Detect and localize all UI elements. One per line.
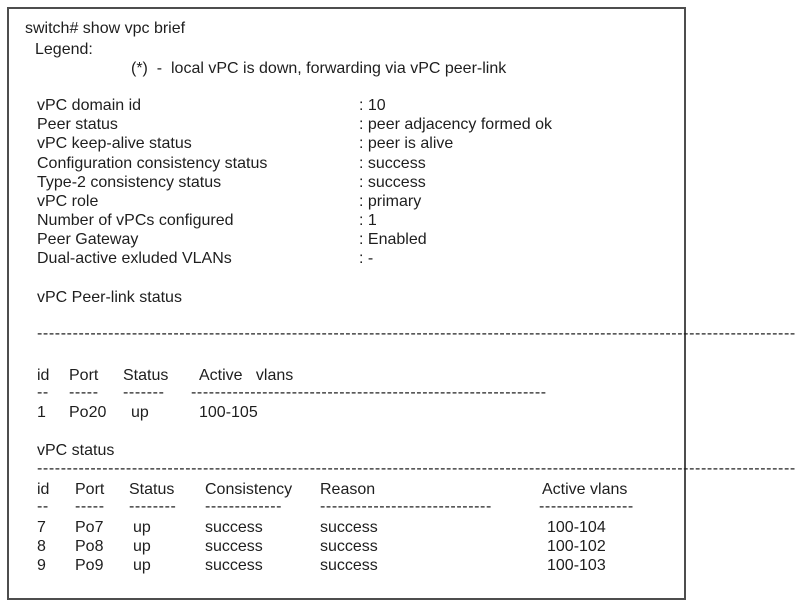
column-header-port: Port (69, 367, 99, 384)
cell-port: Po20 (69, 404, 107, 421)
separator-line: -------------------------------------------------------------------------------------------------------------------------------- (37, 460, 796, 477)
cell-id: 1 (37, 404, 46, 421)
cell-active-vlans: 100-105 (199, 404, 258, 421)
info-label: Peer Gateway (37, 231, 139, 248)
info-label: vPC keep-alive status (37, 135, 192, 152)
column-header-active-vlans: Active vlans (199, 367, 294, 384)
cell-active-vlans: 100-103 (547, 557, 606, 574)
cell-status: up (133, 557, 151, 574)
info-value: : 1 (359, 212, 377, 229)
separator-line: ----- (69, 384, 99, 401)
separator-line: ---------------- (539, 498, 634, 515)
column-header-status: Status (123, 367, 169, 384)
column-header-reason: Reason (320, 481, 376, 498)
column-header-id: id (37, 481, 50, 498)
separator-line: ------------- (205, 498, 283, 515)
info-label: Configuration consistency status (37, 155, 268, 172)
info-value: : Enabled (359, 231, 427, 248)
cell-consistency: success (205, 519, 263, 536)
info-value: : 10 (359, 97, 386, 114)
vpc-status-title: vPC status (37, 442, 115, 459)
legend-entry: (*) - local vPC is down, forwarding via vPC peer-link (131, 60, 507, 77)
separator-line: ----- (75, 498, 105, 515)
separator-line: -- (37, 384, 49, 401)
separator-line: -------- (129, 498, 177, 515)
info-value: : peer is alive (359, 135, 454, 152)
info-label: Number of vPCs configured (37, 212, 234, 229)
cell-reason: success (320, 538, 378, 555)
legend-title: Legend: (35, 41, 93, 58)
info-value: : peer adjacency formed ok (359, 116, 552, 133)
command-prompt: switch# show vpc brief (25, 20, 186, 37)
cell-consistency: success (205, 538, 263, 555)
cell-port: Po8 (75, 538, 104, 555)
info-value: : success (359, 155, 426, 172)
column-header-status: Status (129, 481, 175, 498)
info-value: : primary (359, 193, 422, 210)
info-value: : success (359, 174, 426, 191)
column-header-port: Port (75, 481, 105, 498)
info-label: vPC domain id (37, 97, 142, 114)
cell-status: up (133, 538, 151, 555)
peer-link-title: vPC Peer-link status (37, 289, 182, 306)
column-header-id: id (37, 367, 50, 384)
info-value: : - (359, 250, 374, 267)
separator-line: -------------------------------------------------------------------------------------------------------------------------------- (37, 325, 796, 342)
cell-reason: success (320, 557, 378, 574)
cell-active-vlans: 100-104 (547, 519, 606, 536)
column-header-active-vlans: Active vlans (542, 481, 628, 498)
info-label: vPC role (37, 193, 99, 210)
column-header-consistency: Consistency (205, 481, 293, 498)
cell-id: 7 (37, 519, 46, 536)
cell-reason: success (320, 519, 378, 536)
info-label: Peer status (37, 116, 118, 133)
cell-status: up (133, 519, 151, 536)
cell-port: Po9 (75, 557, 104, 574)
cell-id: 9 (37, 557, 46, 574)
cell-consistency: success (205, 557, 263, 574)
cell-status: up (131, 404, 149, 421)
separator-line: ------- (123, 384, 165, 401)
info-label: Type-2 consistency status (37, 174, 222, 191)
separator-line: ------------------------------------------------------------ (191, 384, 547, 401)
info-label: Dual-active exluded VLANs (37, 250, 232, 267)
separator-line: -- (37, 498, 49, 515)
separator-line: ----------------------------- (320, 498, 492, 515)
cell-id: 8 (37, 538, 46, 555)
cell-port: Po7 (75, 519, 104, 536)
cell-active-vlans: 100-102 (547, 538, 606, 555)
